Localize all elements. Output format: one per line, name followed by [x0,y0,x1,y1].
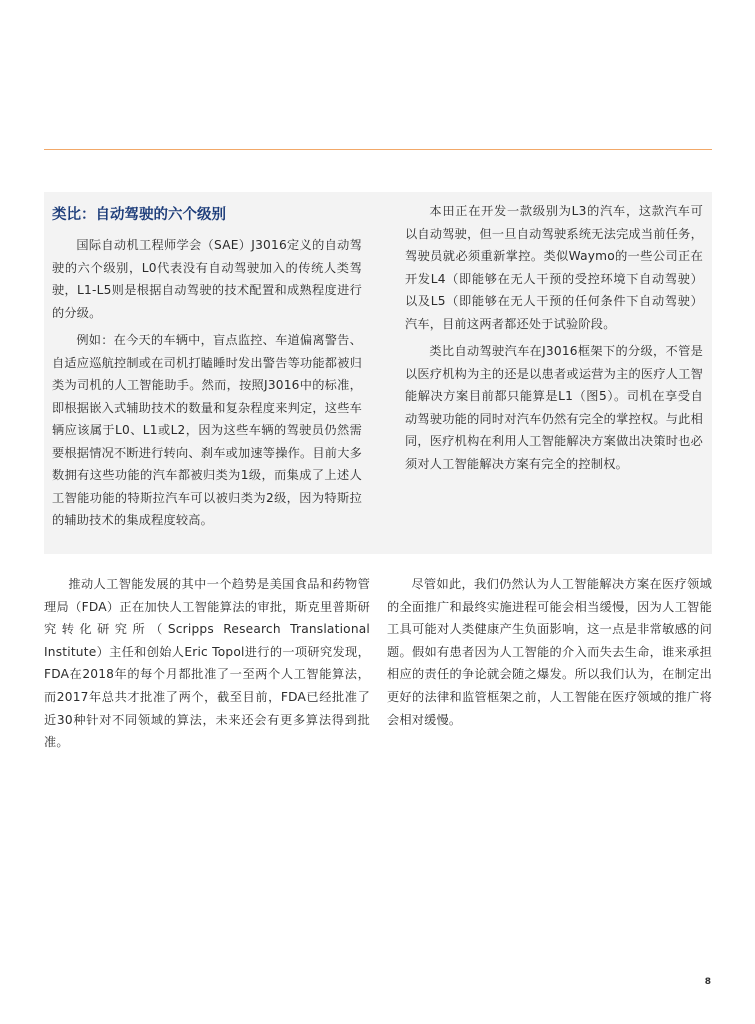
sidebar-title: 类比：自动驾驶的六个级别 [52,207,226,223]
sidebar-paragraph-sae: 国际自动机工程师学会（SAE）J3016定义的自动驾驶的六个级别，L0代表没有自动驾驶加入的传统人类驾驶，L1-L5则是根据自动驾驶的技术配置和成熟程度进行的分级。 [52,238,362,320]
analogy-sidebar-box [44,192,712,554]
sidebar-right-column [405,200,703,480]
page-number: 8 [704,977,711,987]
header-divider [44,149,712,150]
body-right-column [387,573,712,736]
body-paragraph-outlook: 尽管如此，我们仍然认为人工智能解决方案在医疗领域的全面推广和最终实施进程可能会相当缓慢，因为人工智能工具可能对人类健康产生负面影响，这一点是非常敏感的问题。假如有患者因为人工智能的介入而失去生命，谁来承担相应的责任的争论就会随之爆发。所以我们认为，在制定出更好的法律和监管框架之前，人工智能在医疗领域的推广将会相对缓慢。 [387,577,712,727]
body-left-column [44,573,370,759]
sidebar-left-column [52,204,362,537]
sidebar-paragraph-honda: 本田正在开发一款级别为L3的汽车，这款汽车可以自动驾驶，但一旦自动驾驶系统无法完成当前任务，驾驶员就必须重新掌控。类似Waymo的一些公司正在开发L4（即能够在无人干预的受控环境下自动驾驶）以及L5（即能够在无人干预的任何条件下自动驾驶）汽车，目前这两者都还处于试验阶段。 [405,204,703,331]
sidebar-paragraph-example: 例如：在今天的车辆中，盲点监控、车道偏离警告、自适应巡航控制或在司机打瞌睡时发出警告等功能都被归类为司机的人工智能助手。然而，按照J3016中的标准，即根据嵌入式辅助技术的数量和复杂程度来判定，这些车辆应该属于L0、L1或L2，因为这些车辆的驾驶员仍然需要根据情况不断进行转向、刹车或加速等操作。目前大多数拥有这些功能的汽车都被归类为1级，而集成了上述人工智能功能的特斯拉汽车可以被归类为2级，因为特斯拉的辅助技术的集成程度较高。 [52,333,362,527]
sidebar-paragraph-analogy: 类比自动驾驶汽车在J3016框架下的分级，不管是以医疗机构为主的还是以患者或运营为主的医疗人工智能解决方案目前都只能算是L1（图5）。司机在享受自动驾驶功能的同时对汽车仍然有完全的掌控权。与此相同，医疗机构在利用人工智能解决方案做出决策时也必须对人工智能解决方案有完全的控制权。 [405,344,703,471]
body-paragraph-fda: 推动人工智能发展的其中一个趋势是美国食品和药物管理局（FDA）正在加快人工智能算法的审批，斯克里普斯研究转化研究所（Scripps Research Translational Institute）主任和创始人Eric Topol进行的一项研究发现，FDA在2018年的每个月都批准了一至两个人工智能算法，而2017年总共才批准了两个，截至目前，FDA已经批准了近30种针对不同领域的算法，未来还会有更多算法得到批准。 [44,577,370,750]
